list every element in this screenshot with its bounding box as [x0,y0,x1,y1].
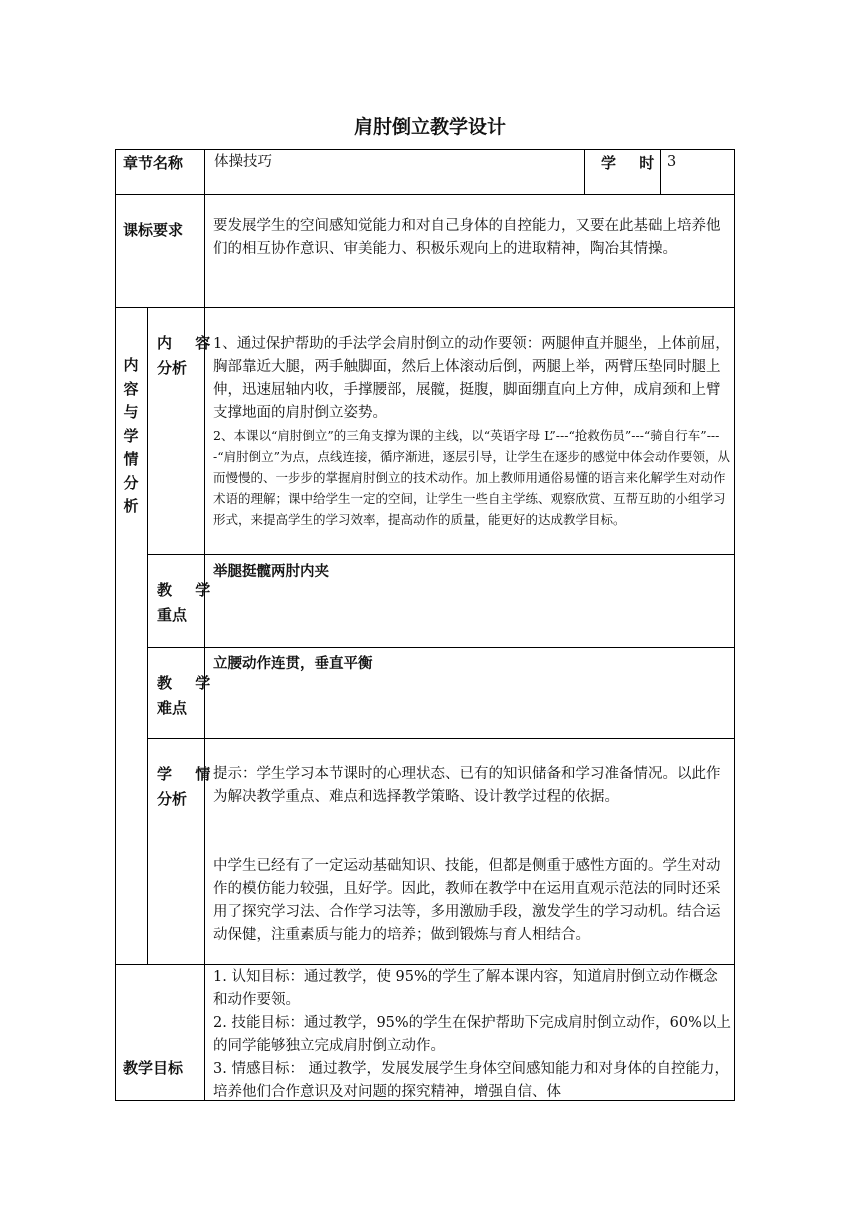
curriculum-requirement-label: 课标要求 [123,221,184,239]
table-border-top [115,149,735,150]
row-divider-1 [115,194,735,195]
learner-analysis-paragraph-1: 提示：学生学习本节课时的心理状态、已有的知识储备和学习准备情况。以此作为解决教学重点、难点和选择教学策略、设计教学过程的依据。 [213,766,721,805]
subrow-divider-1 [147,554,735,555]
learner-analysis-paragraph-2: 中学生已经有了一定运动基础知识、技能，但都是侧重于感性方面的。学生对动作的模仿能力较强，且好学。因此，教师在教学中在运用直观示范法的同时还采用了探究学习法、合作学习法等，多用激励手段，激发学生的学习动机。结合运动保健，注重素质与能力的培养；做到锻炼与育人相结合。 [213,858,721,943]
row-divider-2 [115,307,735,308]
table-border-right [734,149,735,1101]
goal-item-skill: 2. 技能目标：通过教学，95%的学生在保护帮助下完成肩肘倒立动作，60%以上的同学能够独立完成肩肘倒立动作。 [213,1015,731,1054]
subrow-divider-3 [147,738,735,739]
content-analysis-label [157,331,219,381]
row-divider-3 [115,964,735,965]
lesson-table [115,149,735,1101]
content-analysis-label-line2: 分析 [157,359,188,377]
table-border-bottom [115,1100,735,1101]
learner-analysis-label-line2: 分析 [157,790,188,808]
content-analysis-paragraph-2: 2、本课以“肩肘倒立”的三角支撑为课的主线，以“英语字母 L”---“抢救伤员”---“骑自行车”----“肩肘倒立”为点，点线连接，循序渐进，逐层引导，让学生在逐步的感觉中体会动作要领，从而慢慢的、一步步的掌握肩肘倒立的技术动作。加上教师用通俗易懂的语言来化解学生对动作术语的理解；课中给学生一定的空间，让学生一些自主学练、观察欣赏、互帮互助的小组学习形式，来提高学生的学习效率，提高动作的质量，能更好的达成教学目标。 [213,428,731,527]
content-and-learner-analysis-label: 内 容 与 学 情 分 析 [123,356,139,515]
key-point-text: 举腿挺髋两肘内夹 [213,564,329,580]
chapter-name-value: 体操技巧 [214,154,272,170]
difficulty-label-line1: 教 学 [157,674,220,692]
class-hours-value: 3 [667,154,677,170]
teaching-goals-list [213,966,731,1099]
key-point-label-line2: 重点 [157,606,188,624]
curriculum-requirement-text: 要发展学生的空间感知觉能力和对自己身体的自控能力，又要在此基础上培养他们的相互协作意识、审美能力、积极乐观向上的进取精神，陶冶其情操。 [213,218,721,257]
goal-item-affective: 3. 情感目标： 通过教学，发展发展学生身体空间感知能力和对身体的自控能力，培养他们合作意识及对问题的探究精神，增强自信、体 [213,1061,730,1099]
key-point-label-line1: 教 学 [157,581,220,599]
difficulty-text: 立腰动作连贯，垂直平衡 [213,656,373,672]
key-point-label [157,578,219,628]
teaching-goals-label: 教学目标 [123,1059,184,1077]
difficulty-label-line2: 难点 [157,699,188,717]
column-divider-hours-1 [584,149,585,195]
learner-analysis-label [157,762,219,812]
page-title: 肩肘倒立教学设计 [353,116,506,138]
table-border-left [115,149,116,1101]
content-analysis-paragraph-1: 1、通过保护帮助的手法学会肩肘倒立的动作要领：两腿伸直并腿坐，上体前屈，胸部靠近大腿，两手触脚面，然后上体滚动后倒，两腿上举，两臂压垫同时腿上伸，迅速屈轴内收，手撑腰部，展髋，挺腹，脚面绷直向上方伸，成肩颈和上臂支撑地面的肩肘倒立姿势。 [213,336,730,421]
column-divider-section [147,307,148,964]
difficulty-label [157,671,219,721]
chapter-name-label: 章节名称 [123,154,184,172]
goal-item-cognitive: 1. 认知目标：通过教学，使 95%的学生了解本课内容，知道肩肘倒立动作概念和动作要领。 [213,969,718,1008]
learner-analysis-label-line1: 学 情 [157,765,220,783]
content-analysis-label-line1: 内 容 [157,334,220,352]
class-hours-label: 学 时 [601,154,664,172]
subrow-divider-2 [147,647,735,648]
